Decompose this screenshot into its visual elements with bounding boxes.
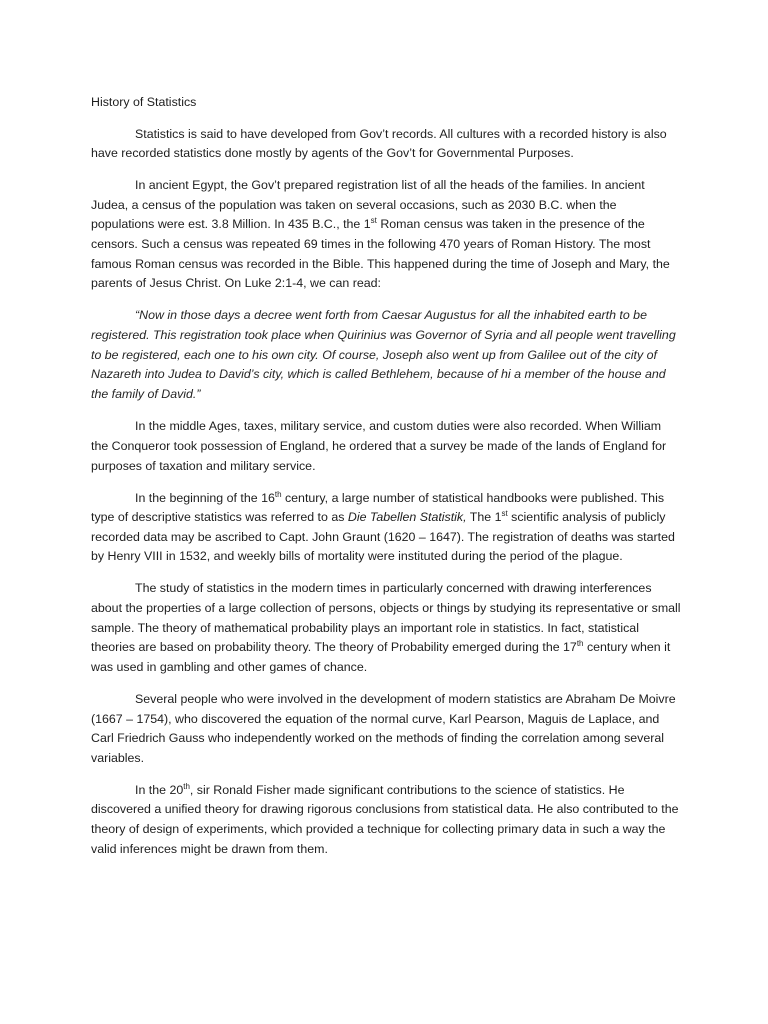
text-run: The study of statistics in the modern times in particularly concerned with drawing interferences about the properties of a large collection of persons, objects or things by studying its representative or small sample. The theory of mathematical probability plays an important role in statistics. In fact, statistical theories are based on probability theory. The theory of Probability emerged during the 17 bbox=[91, 581, 681, 655]
text-run: Several people who were involved in the development of modern statistics are Abraham De Moivre (1667 – 1754), who discovered the equation of the normal curve, Karl Pearson, Maguis de Laplace, and Carl Friedrich Gauss who independently worked on the methods of finding the correlation among several variables. bbox=[91, 691, 676, 765]
ordinal-suffix: st bbox=[501, 509, 508, 519]
text-run: century when it was used in gambling and other games of chance. bbox=[91, 640, 671, 674]
text-run: century, a large number of statistical handbooks were published. This type of descriptive statistics was referred to as bbox=[91, 490, 665, 525]
body-paragraph bbox=[91, 417, 681, 476]
italic-term: Die Tabellen Statistik, bbox=[347, 510, 467, 525]
block-quote bbox=[91, 306, 681, 404]
text-run: In the beginning of the 16 bbox=[135, 490, 275, 505]
body-paragraph bbox=[91, 579, 681, 677]
paragraph-list bbox=[91, 125, 681, 860]
ordinal-suffix: th bbox=[576, 639, 584, 649]
text-run: , sir Ronald Fisher made significant contributions to the science of statistics. He discovered a unified theory for drawing rigorous conclusions from statistical data. He also contributed to the theory of design of experiments, which provided a technique for collecting primary data in such a way the valid inferences might be drawn from them. bbox=[91, 782, 679, 856]
text-run: scientific analysis of publicly recorded data may be ascribed to Capt. John Graunt (1620 – 1647). The registration of deaths was started by Henry VIII in 1532, and weekly bills of mortality were instituted during the period of the plague. bbox=[91, 510, 675, 564]
text-run: Statistics is said to have developed from Gov’t records. All cultures with a recorded history is also have recorded statistics done mostly by agents of the Gov’t for Governmental Purposes. bbox=[91, 126, 667, 161]
ordinal-suffix: st bbox=[370, 216, 377, 226]
text-run: In the 20 bbox=[135, 782, 184, 797]
text-run: In ancient Egypt, the Gov’t prepared registration list of all the heads of the families. In ancient Judea, a census of the population was taken on several occasions, such as 2030 B.C. when the populations were est. 3.8 Million. In 435 B.C., the 1 bbox=[91, 178, 645, 232]
ordinal-suffix: th bbox=[274, 489, 282, 499]
text-run: The 1 bbox=[466, 510, 502, 525]
document-title: History of Statistics bbox=[91, 95, 197, 109]
body-paragraph bbox=[91, 781, 681, 859]
text-run: In the middle Ages, taxes, military service, and custom duties were also recorded. When William the Conqueror took possession of England, he ordered that a survey be made of the lands of England for purposes of taxation and military service. bbox=[91, 419, 667, 473]
document-body bbox=[91, 93, 681, 872]
body-paragraph bbox=[91, 690, 681, 768]
ordinal-suffix: th bbox=[183, 781, 190, 791]
body-paragraph bbox=[91, 176, 681, 294]
body-paragraph bbox=[91, 125, 681, 164]
body-paragraph bbox=[91, 489, 681, 567]
text-run: “Now in those days a decree went forth from Caesar Augustus for all the inhabited earth to be registered. This registration took place when Quirinius was Governor of Syria and all people went travelling to be registered, each one to his own city. Of course, Joseph also went up from Galilee out of the city of Nazareth into Judea to David’s city, which is called Bethlehem, because of hi a member of the house and the family of David.” bbox=[91, 308, 676, 401]
text-run: Roman census was taken in the presence of the censors. Such a census was repeated 69 times in the following 470 years of Roman History. The most famous Roman census was recorded in the Bible. This happened during the time of Joseph and Mary, the parents of Jesus Christ. On Luke 2:1-4, we can read: bbox=[91, 217, 670, 291]
